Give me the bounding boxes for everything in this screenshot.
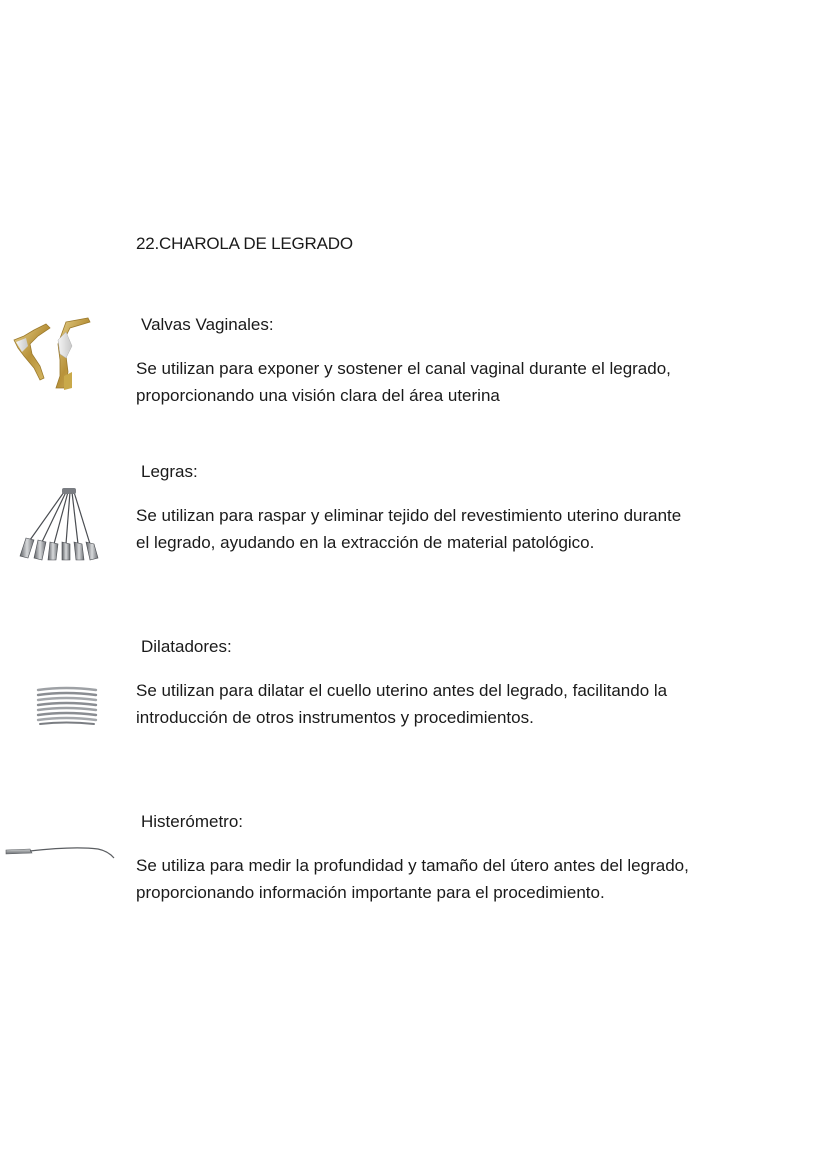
section-description: Se utilizan para dilatar el cuello uterino antes del legrado, facilitando la introducción de otros instrumentos y procedimientos.: [136, 681, 668, 727]
page-title: 22.CHAROLA DE LEGRADO: [136, 234, 353, 253]
dilators-icon: [36, 686, 98, 728]
vaginal-speculum-icon: [10, 316, 92, 392]
section-description: Se utilizan para exponer y sostener el canal vaginal durante el legrado, proporcionando una visión clara del área uterina: [136, 359, 671, 405]
section-description: Se utilizan para raspar y eliminar tejido del revestimiento uterino durante el legrado, ayudando en la extracción de material patológico.: [136, 506, 682, 552]
section-heading: Valvas Vaginales:: [141, 315, 274, 334]
curettes-icon: [16, 488, 102, 562]
hysterometer-icon: [4, 840, 116, 866]
section-description: Se utiliza para medir la profundidad y tamaño del útero antes del legrado, proporcionando información importante para el procedimiento.: [136, 856, 689, 902]
section-heading: Legras:: [141, 462, 198, 481]
section-heading: Dilatadores:: [141, 637, 232, 656]
section-heading: Histerómetro:: [141, 812, 244, 831]
